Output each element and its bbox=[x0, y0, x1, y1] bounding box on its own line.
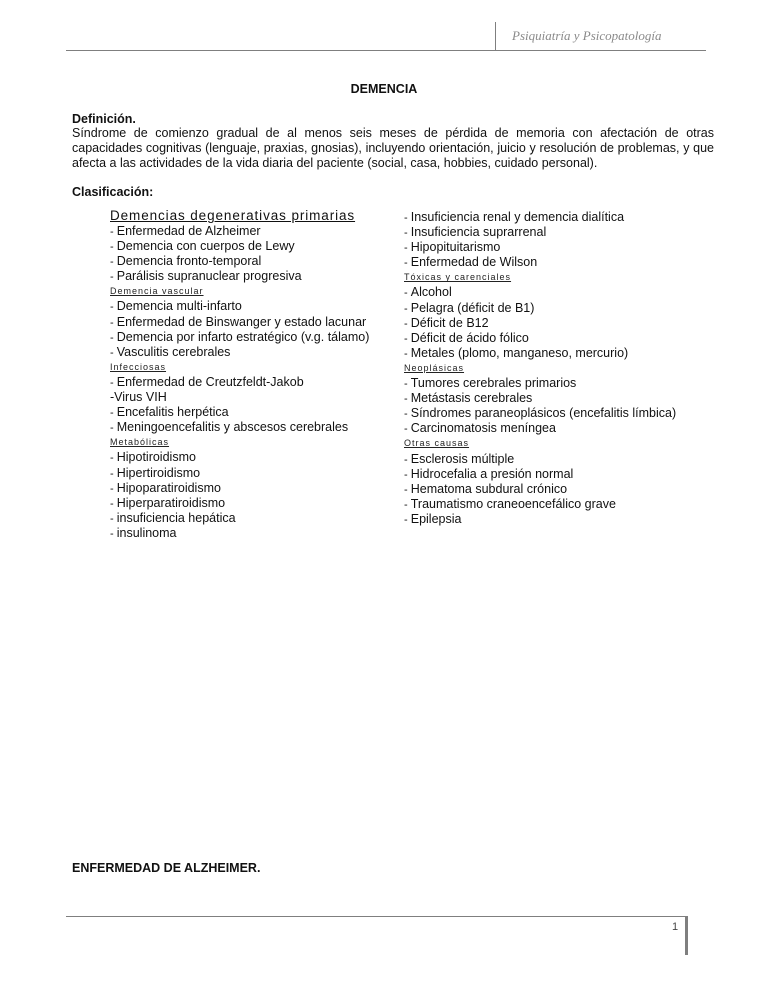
category-subheading: Otras causas bbox=[404, 438, 470, 449]
list-bullet: - bbox=[110, 376, 117, 389]
list-item-text: Carcinomatosis meníngea bbox=[410, 421, 556, 436]
list-bullet: - bbox=[110, 226, 117, 238]
list-bullet: - bbox=[404, 513, 411, 526]
list-item-text: Demencia con cuerpos de Lewy bbox=[116, 239, 295, 254]
list-item-text: Hipotiroidismo bbox=[116, 450, 196, 465]
list-bullet: - bbox=[110, 452, 117, 465]
page-number: 1 bbox=[672, 921, 679, 933]
list-item bbox=[404, 406, 676, 421]
list-bullet: - bbox=[404, 257, 411, 270]
list-bullet: - bbox=[404, 332, 411, 345]
list-item-text: Enfermedad de Alzheimer bbox=[116, 224, 261, 238]
list-bullet: - bbox=[404, 393, 411, 406]
list-bullet: - bbox=[110, 241, 117, 254]
list-item-text: Déficit de B12 bbox=[410, 315, 489, 330]
list-item bbox=[404, 225, 676, 240]
list-item bbox=[110, 269, 369, 284]
list-item bbox=[404, 331, 676, 346]
list-item-text: Meningoencefalitis y abscesos cerebrales bbox=[116, 420, 349, 435]
list-bullet: - bbox=[404, 317, 411, 330]
list-bullet: - bbox=[404, 453, 411, 466]
list-bullet: - bbox=[110, 271, 117, 284]
list-item bbox=[404, 316, 676, 331]
list-item bbox=[404, 452, 676, 467]
classification-right-column bbox=[404, 210, 676, 527]
list-bullet: - bbox=[404, 242, 411, 255]
list-item-text: Tumores cerebrales primarios bbox=[410, 376, 577, 391]
list-item-text: Esclerosis múltiple bbox=[410, 451, 515, 466]
list-bullet: - bbox=[404, 423, 411, 436]
list-bullet: - bbox=[110, 527, 117, 540]
classification-heading: Clasificación: bbox=[72, 185, 154, 199]
list-item-text: Insuficiencia renal y demencia dialítica bbox=[410, 210, 625, 224]
list-item-text: Déficit de ácido fólico bbox=[410, 330, 529, 345]
list-item-text: Demencia por infarto estratégico (v.g. tálamo) bbox=[116, 329, 370, 344]
list-bullet: - bbox=[110, 346, 117, 359]
list-bullet: - bbox=[404, 212, 411, 224]
list-item-text: Hematoma subdural crónico bbox=[410, 481, 568, 496]
list-item bbox=[404, 255, 676, 270]
list-bullet: - bbox=[404, 302, 411, 315]
list-item bbox=[110, 330, 369, 345]
list-item bbox=[110, 224, 369, 239]
list-item: -Virus VIH bbox=[110, 390, 167, 405]
list-item bbox=[110, 496, 369, 511]
list-item bbox=[404, 210, 676, 225]
list-item-text: Traumatismo craneoencefálico grave bbox=[410, 496, 616, 511]
list-item-text: Pelagra (déficit de B1) bbox=[410, 300, 535, 315]
list-item-text: Parálisis supranuclear progresiva bbox=[116, 269, 302, 284]
list-item bbox=[404, 421, 676, 436]
list-bullet: - bbox=[110, 467, 117, 480]
list-item bbox=[110, 420, 369, 435]
list-bullet: - bbox=[110, 331, 117, 344]
list-item bbox=[110, 299, 369, 314]
definition-text: Síndrome de comienzo gradual de al menos seis meses de pérdida de memoria con afectación de otras capacidades cognitivas (lenguaje, praxias, gnosias), incluyendo orientación, juicio y resolución de problemas, y que afecta a las actividades de la vida diaria del paciente (social, casa, hobbies, cuidado personal). bbox=[72, 126, 714, 170]
list-bullet: - bbox=[404, 498, 411, 511]
list-bullet: - bbox=[404, 483, 411, 496]
alzheimer-section-heading: ENFERMEDAD DE ALZHEIMER. bbox=[72, 861, 261, 875]
list-item bbox=[404, 512, 676, 527]
list-item-text: insulinoma bbox=[116, 525, 177, 540]
list-item bbox=[110, 345, 369, 360]
list-item bbox=[110, 511, 369, 526]
list-item-text: Encefalitis herpética bbox=[116, 405, 229, 420]
footer-rule bbox=[66, 916, 686, 917]
definition-heading: Definición. bbox=[72, 112, 136, 126]
list-item bbox=[110, 526, 369, 541]
list-item bbox=[110, 254, 369, 269]
list-item bbox=[404, 391, 676, 406]
list-bullet: - bbox=[110, 422, 117, 435]
list-bullet: - bbox=[110, 482, 117, 495]
list-bullet: - bbox=[404, 227, 411, 240]
category-subheading: Demencia vascular bbox=[110, 286, 204, 297]
list-item-text: Demencia multi-infarto bbox=[116, 299, 242, 314]
header-rule bbox=[66, 50, 706, 51]
list-bullet: - bbox=[110, 407, 117, 420]
list-bullet: - bbox=[404, 408, 411, 421]
list-item-text: Insuficiencia suprarrenal bbox=[410, 225, 547, 240]
header-divider-vertical bbox=[495, 22, 496, 50]
list-bullet: - bbox=[404, 468, 411, 481]
list-item bbox=[404, 497, 676, 512]
list-item bbox=[404, 482, 676, 497]
list-item-text: Alcohol bbox=[410, 285, 452, 300]
category-subheading: Tóxicas y carenciales bbox=[404, 272, 512, 283]
list-item bbox=[404, 240, 676, 255]
list-item-text: Metástasis cerebrales bbox=[410, 391, 533, 406]
list-item bbox=[404, 301, 676, 316]
list-item bbox=[110, 315, 369, 330]
list-item-text: insuficiencia hepática bbox=[116, 510, 236, 525]
list-item bbox=[404, 376, 676, 391]
list-bullet: - bbox=[110, 512, 117, 525]
category-main-heading: Demencias degenerativas primarias bbox=[110, 208, 356, 223]
list-item-text: Vasculitis cerebrales bbox=[116, 344, 231, 359]
category-subheading: Neoplásicas bbox=[404, 362, 465, 373]
list-item-text: Metales (plomo, manganeso, mercurio) bbox=[410, 345, 629, 360]
list-item-text: Síndromes paraneoplásicos (encefalitis límbica) bbox=[410, 406, 677, 421]
list-item bbox=[110, 466, 369, 481]
list-item bbox=[110, 375, 369, 390]
list-bullet: - bbox=[404, 347, 411, 360]
list-item bbox=[404, 285, 676, 300]
list-item bbox=[404, 467, 676, 482]
list-bullet: - bbox=[110, 256, 117, 269]
list-item bbox=[404, 346, 676, 361]
footer-divider-vertical bbox=[685, 916, 688, 955]
list-bullet: - bbox=[110, 497, 117, 510]
list-item-text: Epilepsia bbox=[410, 511, 462, 526]
list-item bbox=[110, 450, 369, 465]
list-bullet: - bbox=[110, 301, 117, 314]
list-bullet: - bbox=[404, 287, 411, 300]
list-item-text: Demencia fronto-temporal bbox=[116, 254, 262, 269]
list-item-text: Hipertiroidismo bbox=[116, 465, 201, 480]
list-item bbox=[110, 481, 369, 496]
list-item-text: Enfermedad de Wilson bbox=[410, 255, 538, 270]
list-item-text: Hipoparatiroidismo bbox=[116, 480, 221, 495]
category-subheading: Metabólicas bbox=[110, 437, 170, 448]
list-item-text: Hiperparatiroidismo bbox=[116, 495, 226, 510]
list-item-text: Hipopituitarismo bbox=[410, 240, 501, 255]
list-item-text: Hidrocefalia a presión normal bbox=[410, 466, 574, 481]
classification-left-column bbox=[110, 208, 369, 541]
list-item bbox=[110, 239, 369, 254]
list-item-text: Enfermedad de Binswanger y estado lacunar bbox=[116, 314, 367, 329]
list-bullet: - bbox=[404, 378, 411, 391]
list-bullet: - bbox=[110, 316, 117, 329]
document-title: DEMENCIA bbox=[350, 82, 418, 96]
category-subheading: Infecciosas bbox=[110, 361, 167, 372]
list-item bbox=[110, 405, 369, 420]
list-item-text: Enfermedad de Creutzfeldt-Jakob bbox=[116, 374, 304, 389]
header-title: Psiquiatría y Psicopatología bbox=[512, 28, 662, 43]
